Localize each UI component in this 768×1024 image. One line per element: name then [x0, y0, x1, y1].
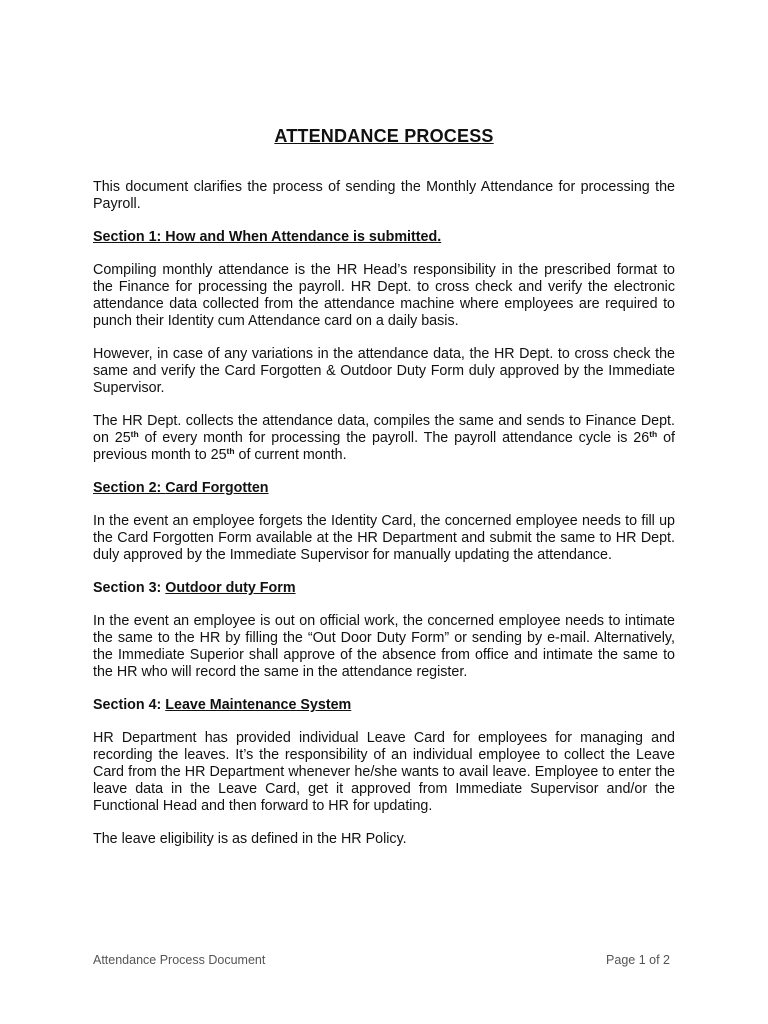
section-1-heading: Section 1: How and When Attendance is submitted.: [93, 229, 442, 245]
section-4-heading: [93, 697, 675, 714]
section-4-paragraph-1: HR Department has provided individual Leave Card for employees for managing and recording the leaves. It’s the responsibility of an individual employee to collect the Leave Card from the HR Department whenever he/she wants to avail leave. Employee to enter the leave data in the Leave Card, get it approved from Immediate Supervisor and/or the Functional Head and then forward to HR for updating.: [93, 730, 675, 814]
document-page: [93, 120, 675, 864]
section-2-paragraph: In the event an employee forgets the Identity Card, the concerned employee needs to fill up the Card Forgotten Form available at the HR Department and submit the same to HR Dept. duly approved by the Immediate Supervisor for manually updating the attendance.: [93, 513, 675, 563]
document-title: ATTENDANCE PROCESS: [274, 126, 494, 146]
section-3-label: Section 3:: [93, 580, 166, 596]
section-3-name: Outdoor duty Form: [165, 580, 296, 596]
footer-page-number: Page 1 of 2: [606, 953, 670, 967]
section-1-paragraph-1: Compiling monthly attendance is the HR Head’s responsibility in the prescribed format to the Finance for processing the payroll. HR Dept. to cross check and verify the electronic attendance data collected from the attendance machine where employees are required to punch their Identity cum Attendance card on a daily basis.: [93, 262, 675, 329]
section-4-name: Leave Maintenance System: [165, 697, 352, 713]
section-1-paragraph-3: The HR Dept. collects the attendance data, compiles the same and sends to Finance Dept. on 25th of every month for processing the payroll. The payroll attendance cycle is 26th of previous month to 25th of current month.: [93, 413, 675, 463]
section-3-paragraph: In the event an employee is out on official work, the concerned employee needs to intimate the same to the HR by filling the “Out Door Duty Form” or sending by e-mail. Alternatively, the Immediate Superior shall approve of the absence from office and intimate the same to the HR who will record the same in the attendance register.: [93, 613, 675, 680]
section-2-label: Section 2:: [93, 480, 166, 496]
section-2-heading: [93, 480, 675, 497]
section-4-label: Section 4:: [93, 697, 166, 713]
footer-document-name: Attendance Process Document: [93, 953, 266, 967]
page-footer: [93, 953, 670, 967]
section-2-name: Card Forgotten: [165, 480, 269, 496]
section-1-paragraph-2: However, in case of any variations in the attendance data, the HR Dept. to cross check the same and verify the Card Forgotten & Outdoor Duty Form duly approved by the Immediate Supervisor.: [93, 346, 675, 396]
intro-paragraph: This document clarifies the process of sending the Monthly Attendance for processing the Payroll.: [93, 179, 675, 212]
section-3-heading: [93, 580, 675, 597]
section-4-paragraph-2: The leave eligibility is as defined in the HR Policy.: [93, 831, 407, 847]
